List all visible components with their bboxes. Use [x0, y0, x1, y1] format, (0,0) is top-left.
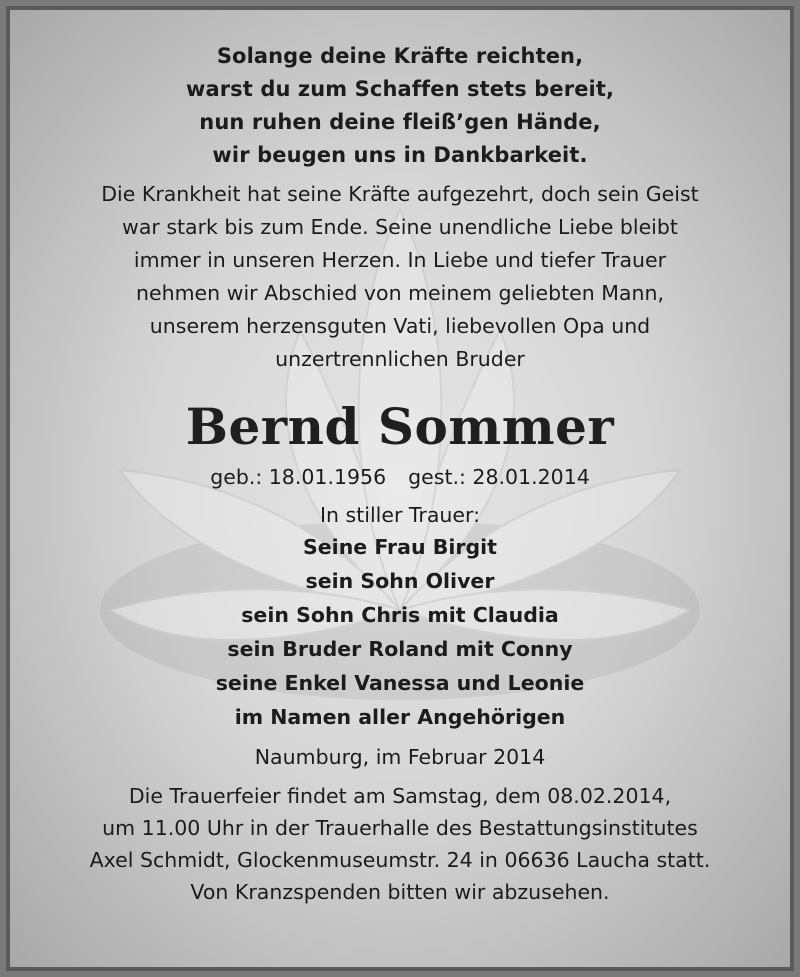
intro-line: nehmen wir Abschied von meinem geliebten Mann, — [135, 281, 664, 305]
poem-line: warst du zum Schaffen stets bereit, — [185, 77, 615, 101]
mourners-list — [10, 530, 790, 734]
obituary-notice — [6, 6, 794, 971]
funeral-line: Axel Schmidt, Glockenmuseumstr. 24 in 06636 Laucha statt. — [89, 848, 711, 872]
mourner: seine Enkel Vanessa und Leonie — [215, 671, 585, 695]
mourner: im Namen aller Angehörigen — [234, 705, 566, 729]
poem-line: wir beugen uns in Dankbarkeit. — [212, 143, 588, 167]
mourner: sein Sohn Chris mit Claudia — [241, 603, 559, 627]
place-date: Naumburg, im Februar 2014 — [254, 745, 546, 769]
mourner: sein Sohn Oliver — [305, 569, 495, 593]
mourning-heading: In stiller Trauer: — [320, 503, 480, 527]
intro-line: Die Krankheit hat seine Kräfte aufgezehrt, doch sein Geist — [101, 182, 699, 206]
intro-line: war stark bis zum Ende. Seine unendliche Liebe bleibt — [122, 215, 678, 239]
mourner: sein Bruder Roland mit Conny — [227, 637, 573, 661]
deceased-name: Bernd Sommer — [185, 397, 615, 456]
birth-date: geb.: 18.01.1956 — [210, 465, 387, 489]
funeral-info — [10, 780, 790, 908]
intro-text — [10, 178, 790, 376]
intro-line: unzertrennlichen Bruder — [275, 347, 525, 371]
life-dates — [10, 462, 790, 492]
funeral-line: Die Trauerfeier findet am Samstag, dem 08.02.2014, — [128, 784, 672, 808]
poem — [10, 40, 790, 172]
death-date: gest.: 28.01.2014 — [408, 465, 590, 489]
poem-line: nun ruhen deine fleiß’gen Hände, — [199, 110, 601, 134]
funeral-line: um 11.00 Uhr in der Trauerhalle des Bestattungsinstitutes — [102, 816, 698, 840]
poem-line: Solange deine Kräfte reichten, — [216, 44, 584, 68]
intro-line: immer in unseren Herzen. In Liebe und tiefer Trauer — [133, 248, 667, 272]
intro-line: unserem herzensguten Vati, liebevollen Opa und — [149, 314, 651, 338]
mourner: Seine Frau Birgit — [303, 535, 497, 559]
funeral-line: Von Kranzspenden bitten wir abzusehen. — [190, 880, 610, 904]
